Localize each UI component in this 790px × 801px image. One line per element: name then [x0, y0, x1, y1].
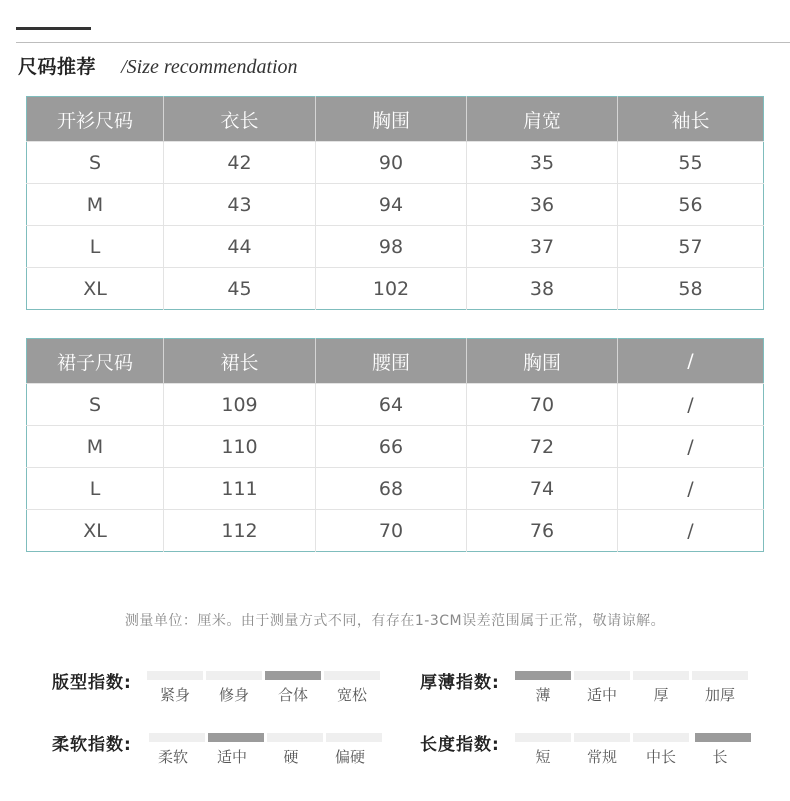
table-row: [27, 142, 764, 184]
table-row: [27, 268, 764, 310]
table-row: [27, 226, 764, 268]
length-option: 短: [535, 748, 551, 766]
table-cell: 90: [316, 142, 467, 184]
table-cell: 44: [164, 226, 316, 268]
table-cell: 55: [618, 142, 764, 184]
table-cell: 102: [316, 268, 467, 310]
top-divider: [16, 42, 790, 43]
title-accent-bar: [16, 27, 91, 30]
table-cell: /: [618, 384, 764, 426]
table-cell: 109: [164, 384, 316, 426]
thickness-index-segment: [574, 671, 630, 680]
table-cell: 94: [316, 184, 467, 226]
table-cell: 64: [316, 384, 467, 426]
table-cell: /: [618, 468, 764, 510]
length-index-scale: [515, 733, 751, 742]
softness-index-label: 柔软指数:: [52, 735, 132, 755]
section-title: [18, 52, 298, 79]
length-option: 长: [712, 748, 728, 766]
softness-index-segment: [149, 733, 205, 742]
thickness-option: 厚: [653, 686, 669, 704]
header-cell: 腰围: [316, 339, 467, 384]
fit-option: 修身: [218, 686, 249, 704]
thickness-option: 薄: [535, 686, 551, 704]
thickness-index-segment: [515, 671, 571, 680]
table-row: [27, 184, 764, 226]
title-zh: 尺码推荐: [18, 56, 97, 78]
table-cell: M: [27, 184, 164, 226]
table-row: [27, 510, 764, 552]
length-index-segment: [574, 733, 630, 742]
fit-option: 合体: [277, 686, 308, 704]
length-option: 中长: [645, 748, 676, 766]
length-option: 常规: [586, 748, 617, 766]
table-cell: 45: [164, 268, 316, 310]
thickness-index-segment: [633, 671, 689, 680]
length-index-segment: [633, 733, 689, 742]
table-cell: 43: [164, 184, 316, 226]
table-cell: 37: [467, 226, 618, 268]
softness-index-segment: [326, 733, 382, 742]
cardigan-size-table: [26, 96, 764, 310]
fit-index-segment: [265, 671, 321, 680]
fit-option: 宽松: [336, 686, 367, 704]
header-cell: 开衫尺码: [27, 97, 164, 142]
table-header-row: [27, 97, 764, 142]
fit-option: 紧身: [159, 686, 190, 704]
table-row: [27, 384, 764, 426]
table-cell: L: [27, 468, 164, 510]
table-row: [27, 468, 764, 510]
thickness-option: 加厚: [704, 686, 735, 704]
softness-option: 偏硬: [334, 748, 365, 766]
table-cell: /: [618, 510, 764, 552]
thickness-option: 适中: [586, 686, 617, 704]
header-cell: /: [618, 339, 764, 384]
table-cell: 36: [467, 184, 618, 226]
softness-index-segment: [208, 733, 264, 742]
header-cell: 袖长: [618, 97, 764, 142]
fit-index-segment: [324, 671, 380, 680]
header-cell: 胸围: [316, 97, 467, 142]
table-cell: S: [27, 142, 164, 184]
length-index-label: 长度指数:: [420, 735, 500, 755]
table-cell: 42: [164, 142, 316, 184]
softness-index-segment: [267, 733, 323, 742]
table-cell: 35: [467, 142, 618, 184]
table-cell: XL: [27, 510, 164, 552]
header-cell: 胸围: [467, 339, 618, 384]
thickness-index-scale: [515, 671, 748, 680]
header-cell: 衣长: [164, 97, 316, 142]
table-cell: 98: [316, 226, 467, 268]
softness-index-scale: [149, 733, 382, 742]
table-cell: 111: [164, 468, 316, 510]
table-cell: 72: [467, 426, 618, 468]
table-cell: XL: [27, 268, 164, 310]
fit-index-label: 版型指数:: [52, 673, 132, 693]
table-cell: 70: [316, 510, 467, 552]
header-cell: 肩宽: [467, 97, 618, 142]
thickness-index-segment: [692, 671, 748, 680]
softness-option: 柔软: [157, 748, 188, 766]
softness-option: 硬: [283, 748, 299, 766]
table-header-row: [27, 339, 764, 384]
fit-index-scale: [147, 671, 380, 680]
table-cell: 70: [467, 384, 618, 426]
table-row: [27, 426, 764, 468]
thickness-index-label: 厚薄指数:: [420, 673, 500, 693]
table-cell: 56: [618, 184, 764, 226]
table-cell: 76: [467, 510, 618, 552]
header-cell: 裙子尺码: [27, 339, 164, 384]
softness-option: 适中: [216, 748, 247, 766]
length-index-segment: [515, 733, 571, 742]
measurement-note: 测量单位：厘米。由于测量方式不同，有存在1-3CM误差范围属于正常，敬请谅解。: [124, 613, 666, 629]
table-cell: 112: [164, 510, 316, 552]
fit-index-segment: [147, 671, 203, 680]
header-cell: 裙长: [164, 339, 316, 384]
skirt-size-table: [26, 338, 764, 552]
table-cell: 74: [467, 468, 618, 510]
table-cell: 38: [467, 268, 618, 310]
table-cell: /: [618, 426, 764, 468]
table-cell: 57: [618, 226, 764, 268]
title-en: /Size recommendation: [121, 56, 298, 78]
table-cell: 66: [316, 426, 467, 468]
table-cell: M: [27, 426, 164, 468]
table-cell: S: [27, 384, 164, 426]
fit-index-segment: [206, 671, 262, 680]
table-cell: 110: [164, 426, 316, 468]
table-cell: 58: [618, 268, 764, 310]
table-cell: 68: [316, 468, 467, 510]
length-index-segment: [695, 733, 751, 742]
table-cell: L: [27, 226, 164, 268]
